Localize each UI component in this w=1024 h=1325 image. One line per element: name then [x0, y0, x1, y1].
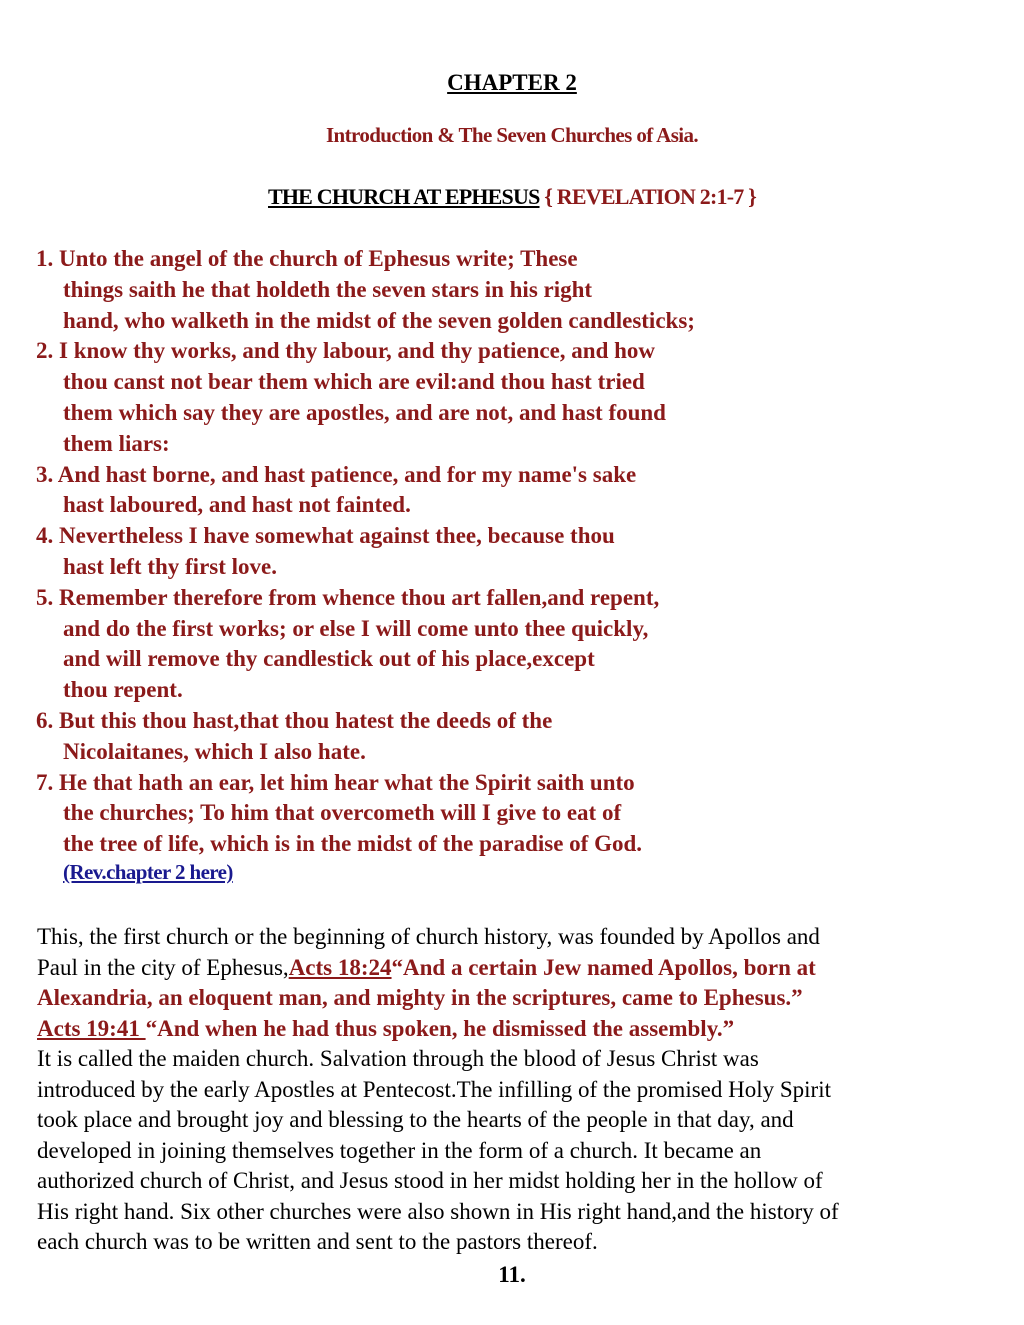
body-line: each church was to be written and sent to the pastors thereof.	[37, 1229, 598, 1254]
section-heading	[0, 184, 1024, 210]
body-line: It is called the maiden church. Salvation through the blood of Jesus Christ was	[37, 1046, 759, 1071]
body-line: introduced by the early Apostles at Pentecost.The infilling of the promised Holy Spirit	[37, 1076, 831, 1102]
verse-line: 1. Unto the angel of the church of Ephesus write; These	[36, 246, 578, 271]
verse-line: 3. And hast borne, and hast patience, and for my name's sake	[36, 461, 637, 487]
verse-line: them which say they are apostles, and are not, and hast found	[63, 399, 666, 425]
acts-quote-line: Alexandria, an eloquent man, and mighty in the scriptures, came to Ephesus.”	[37, 985, 803, 1010]
body-line: developed in joining themselves together in the form of a church. It became an	[37, 1137, 762, 1163]
verse-line: 6. But this thou hast,that thou hatest the deeds of the	[36, 707, 553, 733]
verse-line: the tree of life, which is in the midst of the paradise of God.	[63, 831, 643, 857]
rev-chapter-2-link[interactable]: (Rev.chapter 2 here)	[63, 860, 233, 884]
scripture-verses	[36, 244, 996, 860]
body-text-segment: Paul in the city of Ephesus,	[37, 954, 289, 980]
section-reference: { REVELATION 2:1-7 }	[539, 184, 756, 209]
verse-line: 4. Nevertheless I have somewhat against thee, because thou	[36, 523, 615, 549]
verse-line: Nicolaitanes, which I also hate.	[63, 738, 366, 764]
commentary-body	[37, 922, 997, 1258]
verse-line: 5. Remember therefore from whence thou art fallen,and repent,	[36, 584, 660, 610]
verse-line: the churches; To him that overcometh will I give to eat of	[63, 800, 622, 826]
acts-quote: “And when he had thus spoken, he dismissed the assembly.”	[145, 1015, 735, 1041]
verse-line: things saith he that holdeth the seven stars in his right	[63, 276, 593, 302]
verse-line: thou canst not bear them which are evil:and thou hast tried	[63, 369, 645, 395]
verse-line: hast left thy first love.	[63, 553, 277, 579]
chapter-subtitle: Introduction & The Seven Churches of Asia.	[325, 123, 699, 147]
chapter-title: CHAPTER 2	[447, 70, 577, 95]
body-line: His right hand. Six other churches were also shown in His right hand,and the history of	[37, 1198, 839, 1224]
body-line	[37, 1014, 997, 1045]
page-number: 11.	[498, 1262, 526, 1287]
body-line: authorized church of Christ, and Jesus stood in her midst holding her in the hollow of	[37, 1168, 823, 1193]
verse-line: 7. He that hath an ear, let him hear what the Spirit saith unto	[36, 769, 635, 795]
verse-line: hand, who walketh in the midst of the seven golden candlesticks;	[63, 307, 695, 333]
body-line: took place and brought joy and blessing to the hearts of the people in that day, and	[37, 1107, 794, 1132]
verse-line: them liars:	[63, 430, 170, 456]
acts-18-24-link[interactable]: Acts 18:24	[288, 954, 392, 980]
acts-19-41-link[interactable]: Acts 19:41	[37, 1015, 146, 1041]
acts-quote: “And a certain Jew named Apollos, born at	[391, 954, 816, 980]
verse-line: 2. I know thy works, and thy labour, and thy patience, and how	[36, 338, 656, 364]
body-line	[37, 953, 997, 984]
verse-line: thou repent.	[63, 677, 183, 703]
verse-line: and do the first works; or else I will come unto thee quickly,	[63, 615, 649, 641]
verse-line: and will remove thy candlestick out of his place,except	[63, 646, 595, 672]
section-title: THE CHURCH AT EPHESUS	[268, 184, 540, 209]
verse-line: hast laboured, and hast not fainted.	[63, 492, 411, 518]
body-line: This, the first church or the beginning of church history, was founded by Apollos and	[37, 924, 820, 949]
